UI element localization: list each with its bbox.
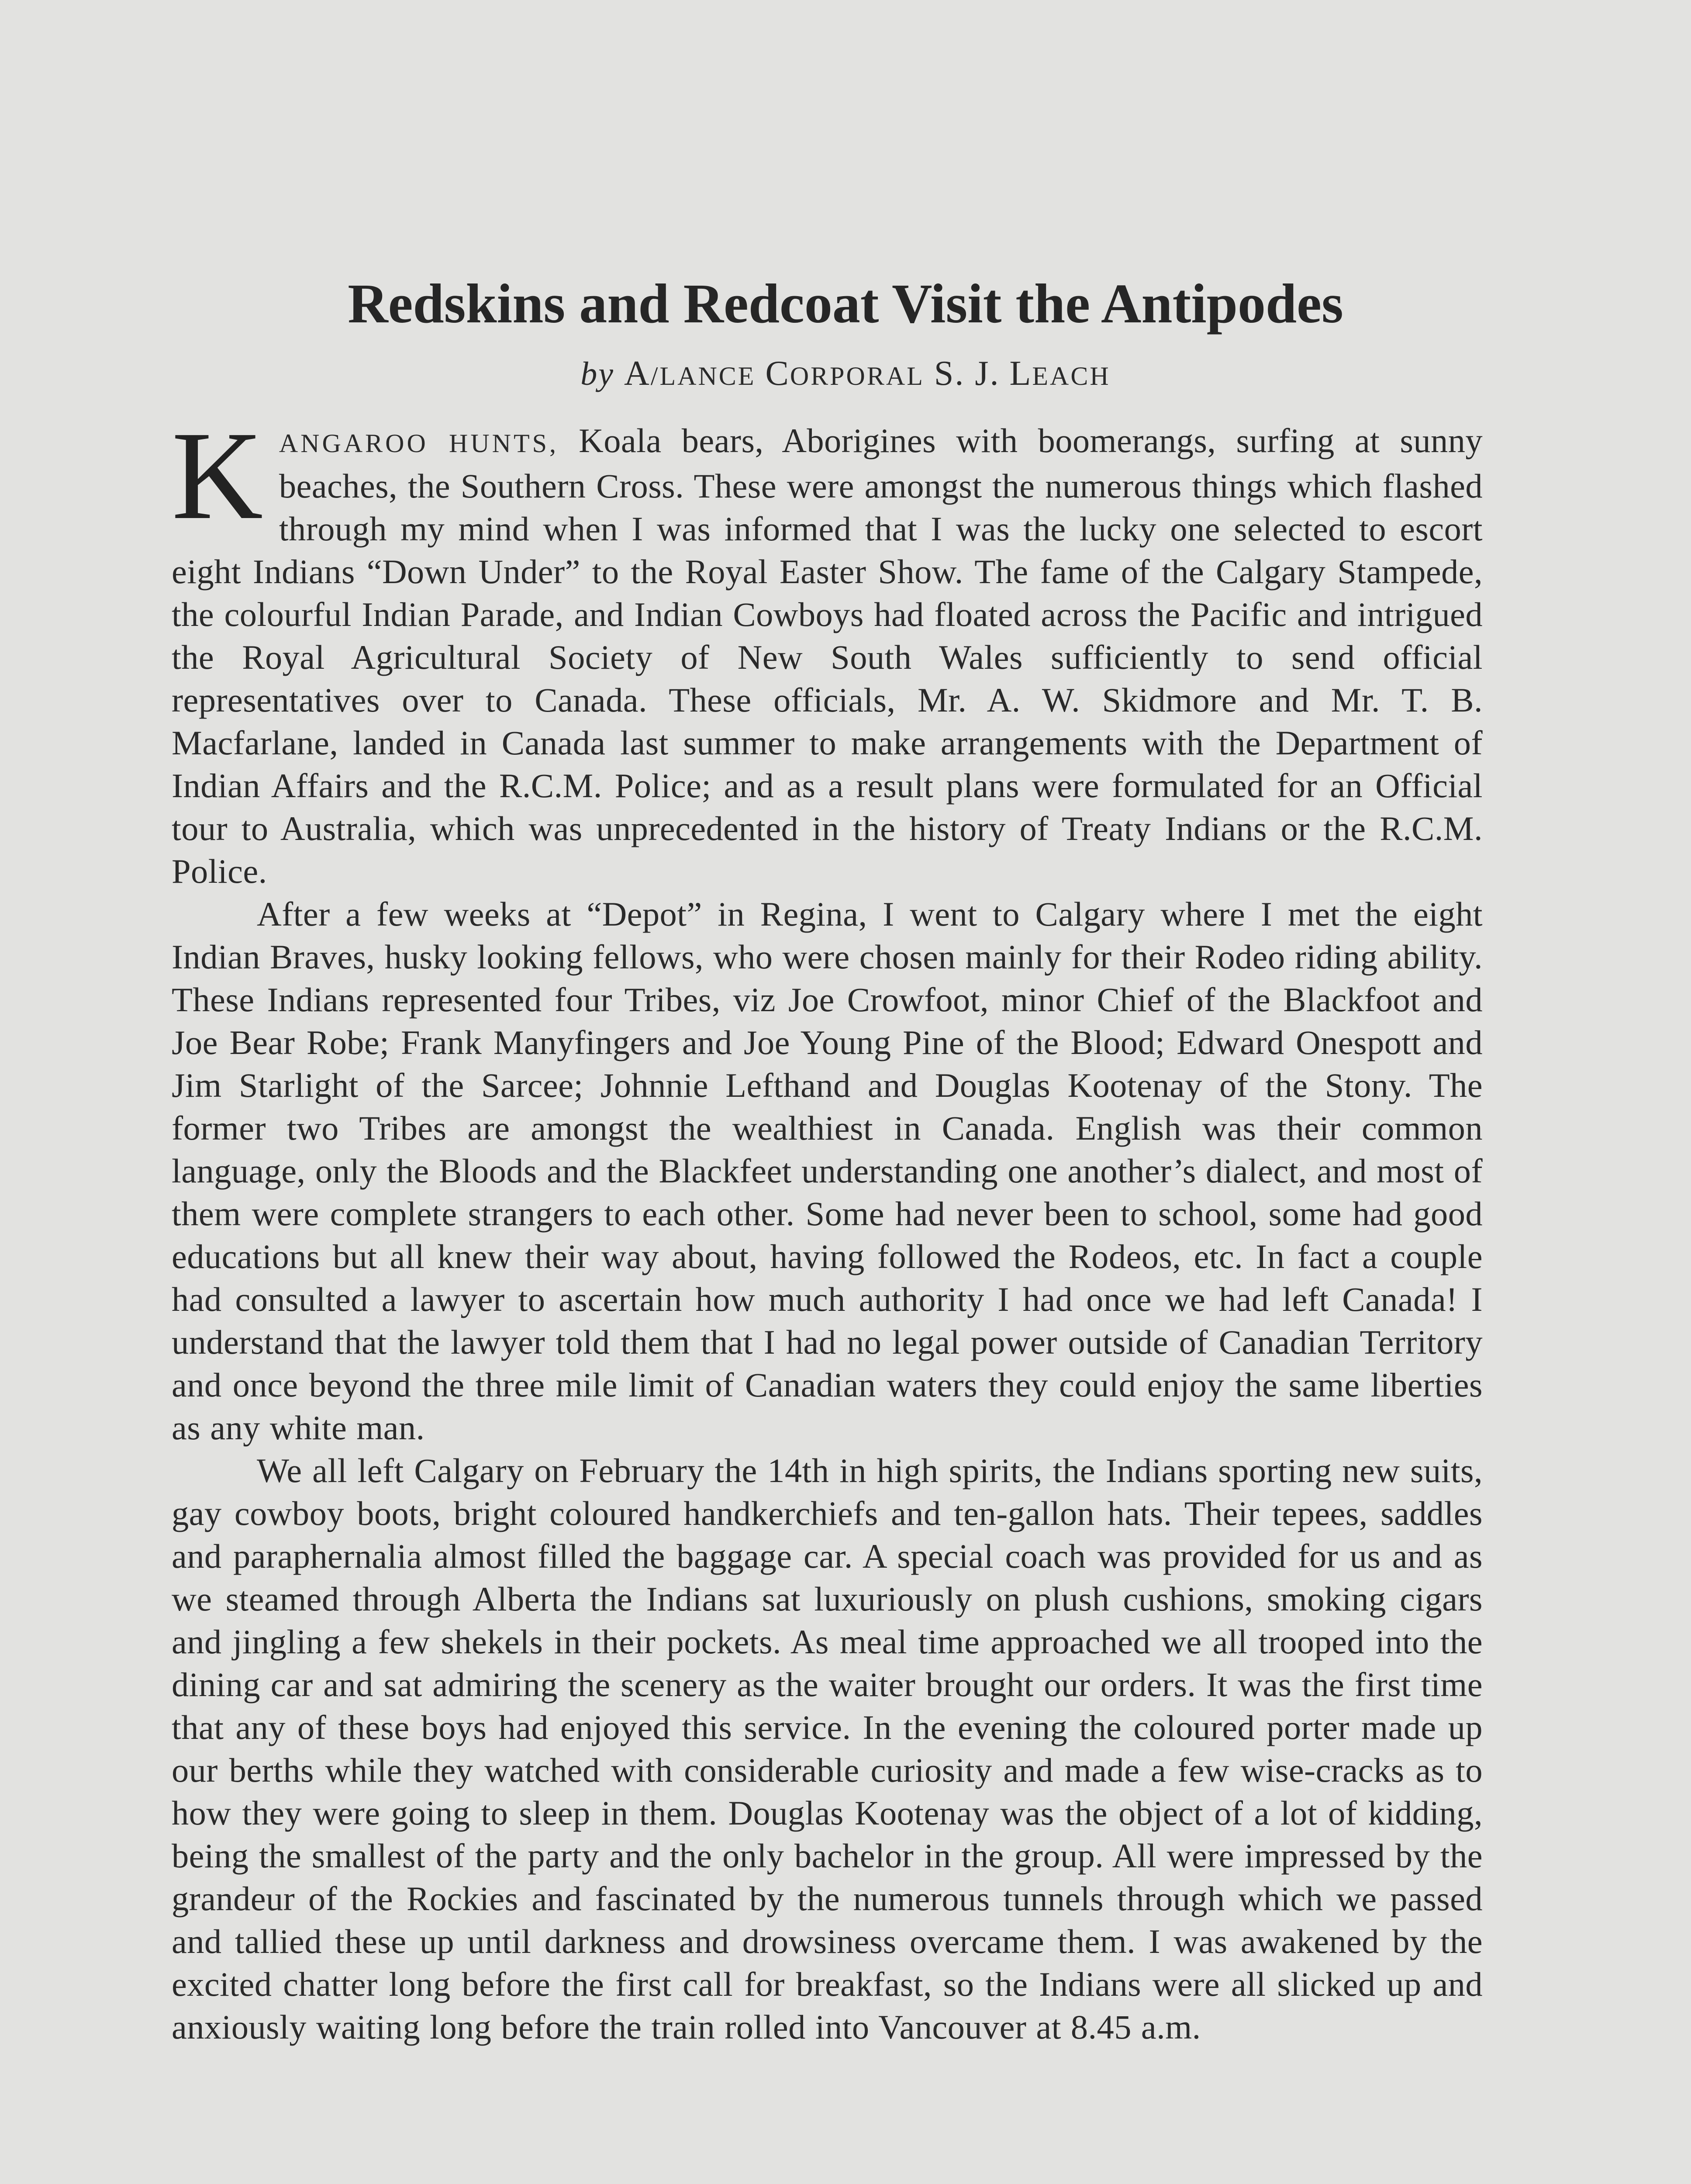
byline-rank-initial: A: [624, 354, 651, 393]
article-body: [172, 405, 1483, 2049]
paragraph-2: After a few weeks at “Depot” in Regina, I went to Calgary where I met the eight Indian Braves, husky looking fellows, who were chosen mainly for their Rodeo riding ability. These Indians represented four Tribes, viz Joe Crowfoot, minor Chief of the Blackfoot and Joe Bear Robe; Frank Manyfingers and Joe Young Pine of the Blood; Edward Onespott and Jim Starlight of the Sarcee; Johnnie Lefthand and Douglas Kootenay of the Stony. The former two Tribes are amongst the wealthiest in Canada. English was their common language, only the Bloods and the Blackfeet understanding one another’s dialect, and most of them were complete strangers to each other. Some had never been to school, some had good educations but all knew their way about, having followed the Rodeos, etc. In fact a couple had consulted a lawyer to ascertain how much authority I had once we had left Canada! I understand that the lawyer told them that I had no legal power outside of Canadian Territory and once beyond the three mile limit of Canadian waters they could enjoy the same liberties as any white man.: [172, 895, 1483, 1447]
byline-rank2-initial: C: [765, 354, 790, 393]
drop-cap: K: [172, 405, 263, 546]
byline-prefix: by: [580, 356, 615, 392]
byline-rank2-rest: ORPORAL: [790, 362, 925, 390]
article-byline: [0, 354, 1691, 396]
byline-surname-initial: L: [1009, 354, 1032, 393]
lead-in-smallcaps: ANGAROO HUNTS,: [279, 429, 559, 458]
byline-initials: S. J.: [934, 354, 1000, 393]
paragraph-1-text: Koala bears, Aborigines with boomerangs, surfing at sunny beaches, the Southern Cross. These were amongst the numerous things which flashed through my mind when I was informed that I was the lucky one selected to escort eight Indians “Down Under” to the Royal Easter Show. The fame of the Calgary Stampede, the colourful Indian Parade, and Indian Cowboys had floated across the Pacific and intrigued the Royal Agricultural Society of New South Wales sufficiently to send official representatives over to Canada. These officials, Mr. A. W. Skidmore and Mr. T. B. Macfarlane, landed in Canada last summer to make arrangements with the Department of Indian Affairs and the R.C.M. Police; and as a result plans were formulated for an Official tour to Australia, which was unprecedented in the history of Treaty Indians or the R.C.M. Police.: [172, 422, 1483, 890]
article-title: Redskins and Redcoat Visit the Antipodes: [348, 273, 1343, 335]
paragraph-1: [172, 405, 1483, 893]
paragraph-3: We all left Calgary on February the 14th in high spirits, the Indians sporting new suits, gay cowboy boots, bright coloured handkerchiefs and ten-gallon hats. Their tepees, saddles and paraphernalia almost filled the baggage car. A special coach was provided for us and as we steamed through Alberta the Indians sat luxuriously on plush cushions, smoking cigars and jingling a few shekels in their pockets. As meal time approached we all trooped into the dining car and sat admiring the scenery as the waiter brought our orders. It was the first time that any of these boys had enjoyed this service. In the evening the coloured porter made up our berths while they watched with considerable curiosity and made a few wise-cracks as to how they were going to sleep in them. Douglas Kootenay was the object of a lot of kidding, being the smallest of the party and the only bachelor in the group. All were impressed by the grandeur of the Rockies and fascinated by the numerous tunnels through which we passed and tallied these up until darkness and drowsiness overcame them. I was awakened by the excited chatter long before the first call for breakfast, so the Indians were all slicked up and anxiously waiting long before the train rolled into Vancouver at 8.45 a.m.: [172, 1451, 1483, 2046]
byline-surname-rest: EACH: [1032, 362, 1111, 390]
byline-rank-rest: /LANCE: [650, 362, 756, 390]
